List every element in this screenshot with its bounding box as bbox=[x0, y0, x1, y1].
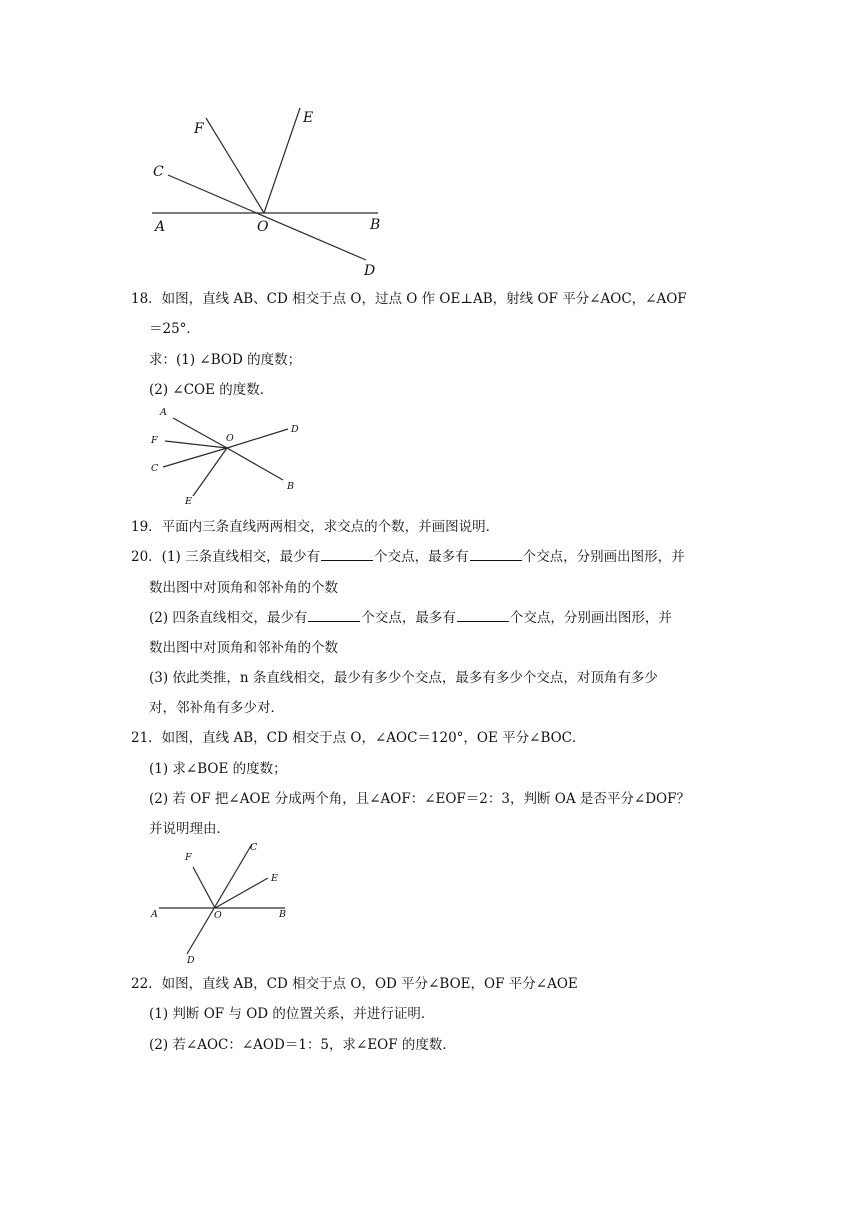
ray-OB bbox=[227, 448, 283, 480]
q18-line2: ＝25°． bbox=[149, 321, 200, 337]
label-B: B bbox=[279, 909, 286, 920]
q20-line1-part3: 个交点，分别画出图形，并 bbox=[522, 549, 685, 565]
label-C: C bbox=[153, 164, 164, 180]
ray-OE bbox=[264, 108, 300, 213]
q20-line3-part2: 个交点，最多有 bbox=[361, 610, 456, 626]
q21-line2: (1) 求∠BOE 的度数； bbox=[149, 761, 287, 777]
q20-line2: 数出图中对顶角和邻补角的个数 bbox=[149, 580, 338, 596]
ray-OC bbox=[163, 448, 227, 467]
q22-line2: (1) 判断 OF 与 OD 的位置关系，并进行证明． bbox=[149, 1006, 435, 1022]
label-A: A bbox=[160, 407, 167, 418]
answer-blank[interactable] bbox=[457, 609, 509, 622]
q20-line6: 对，邻补角有多少对． bbox=[149, 700, 284, 716]
ray-OE bbox=[193, 448, 227, 496]
q18-line4: (2) ∠COE 的度数． bbox=[149, 382, 274, 398]
q19-line1: 19．平面内三条直线两两相交，求交点的个数，并画图说明． bbox=[131, 519, 500, 535]
q18-line3: 求：(1) ∠BOD 的度数； bbox=[149, 352, 302, 368]
label-B: B bbox=[370, 217, 381, 233]
figure-q17 bbox=[140, 100, 400, 285]
figure-q18 bbox=[145, 400, 315, 510]
q20-line3-part1: (2) 四条直线相交，最少有 bbox=[149, 610, 308, 626]
label-C: C bbox=[250, 842, 258, 853]
label-O: O bbox=[257, 219, 269, 235]
q18-line1: 18．如图，直线 AB、CD 相交于点 O，过点 O 作 OE⊥AB，射线 OF 平分∠AOC，∠AOF bbox=[131, 291, 687, 307]
figure-q21 bbox=[145, 836, 305, 970]
q20-line1-part1: 20．(1) 三条直线相交，最少有 bbox=[131, 549, 321, 565]
q20-line5: (3) 依此类推，n 条直线相交，最少有多少个交点，最多有多少个交点，对顶角有多少 bbox=[149, 670, 658, 686]
q21-line1: 21．如图，直线 AB，CD 相交于点 O，∠AOC＝120°，OE 平分∠BOC． bbox=[131, 730, 586, 746]
figure-q21-svg bbox=[145, 836, 305, 970]
line-CD bbox=[187, 844, 252, 954]
answer-blank[interactable] bbox=[470, 548, 522, 561]
label-D: D bbox=[291, 424, 299, 435]
figure-q18-svg bbox=[145, 400, 315, 510]
q20-line1-part2: 个交点，最多有 bbox=[374, 549, 469, 565]
q21-line3: (2) 若 OF 把∠AOE 分成两个角，且∠AOF：∠EOF＝2：3，判断 OA 是否平分∠DOF？ bbox=[149, 791, 690, 807]
label-D: D bbox=[364, 263, 376, 279]
q20-line4: 数出图中对顶角和邻补角的个数 bbox=[149, 640, 338, 656]
label-A: A bbox=[155, 219, 166, 235]
q21-line4: 并说明理由． bbox=[149, 821, 230, 837]
answer-blank[interactable] bbox=[321, 548, 373, 561]
q20-line3 bbox=[149, 609, 672, 627]
q20-line3-part3: 个交点，分别画出图形，并 bbox=[509, 610, 672, 626]
ray-OF bbox=[193, 867, 215, 908]
ray-OF bbox=[165, 441, 227, 448]
ray-OF bbox=[206, 118, 264, 213]
label-E: E bbox=[271, 873, 278, 884]
label-O: O bbox=[226, 433, 234, 444]
label-A: A bbox=[151, 909, 158, 920]
figure-q17-svg bbox=[140, 100, 400, 285]
q22-line1: 22．如图，直线 AB，CD 相交于点 O，OD 平分∠BOE，OF 平分∠AOE bbox=[131, 976, 578, 992]
answer-blank[interactable] bbox=[308, 609, 360, 622]
q20-line1 bbox=[131, 548, 685, 566]
label-E: E bbox=[185, 496, 192, 507]
label-B: B bbox=[287, 481, 294, 492]
label-C: C bbox=[151, 463, 159, 474]
line-CD bbox=[168, 175, 366, 260]
label-F: F bbox=[194, 121, 204, 137]
ray-OA bbox=[173, 418, 227, 448]
label-E: E bbox=[303, 110, 314, 126]
label-F: F bbox=[185, 852, 192, 863]
q22-line3: (2) 若∠AOC：∠AOD＝1：5，求∠EOF 的度数． bbox=[149, 1037, 456, 1053]
label-O: O bbox=[214, 910, 222, 921]
ray-OD bbox=[227, 429, 288, 448]
label-D: D bbox=[187, 955, 195, 966]
label-F: F bbox=[151, 435, 158, 446]
